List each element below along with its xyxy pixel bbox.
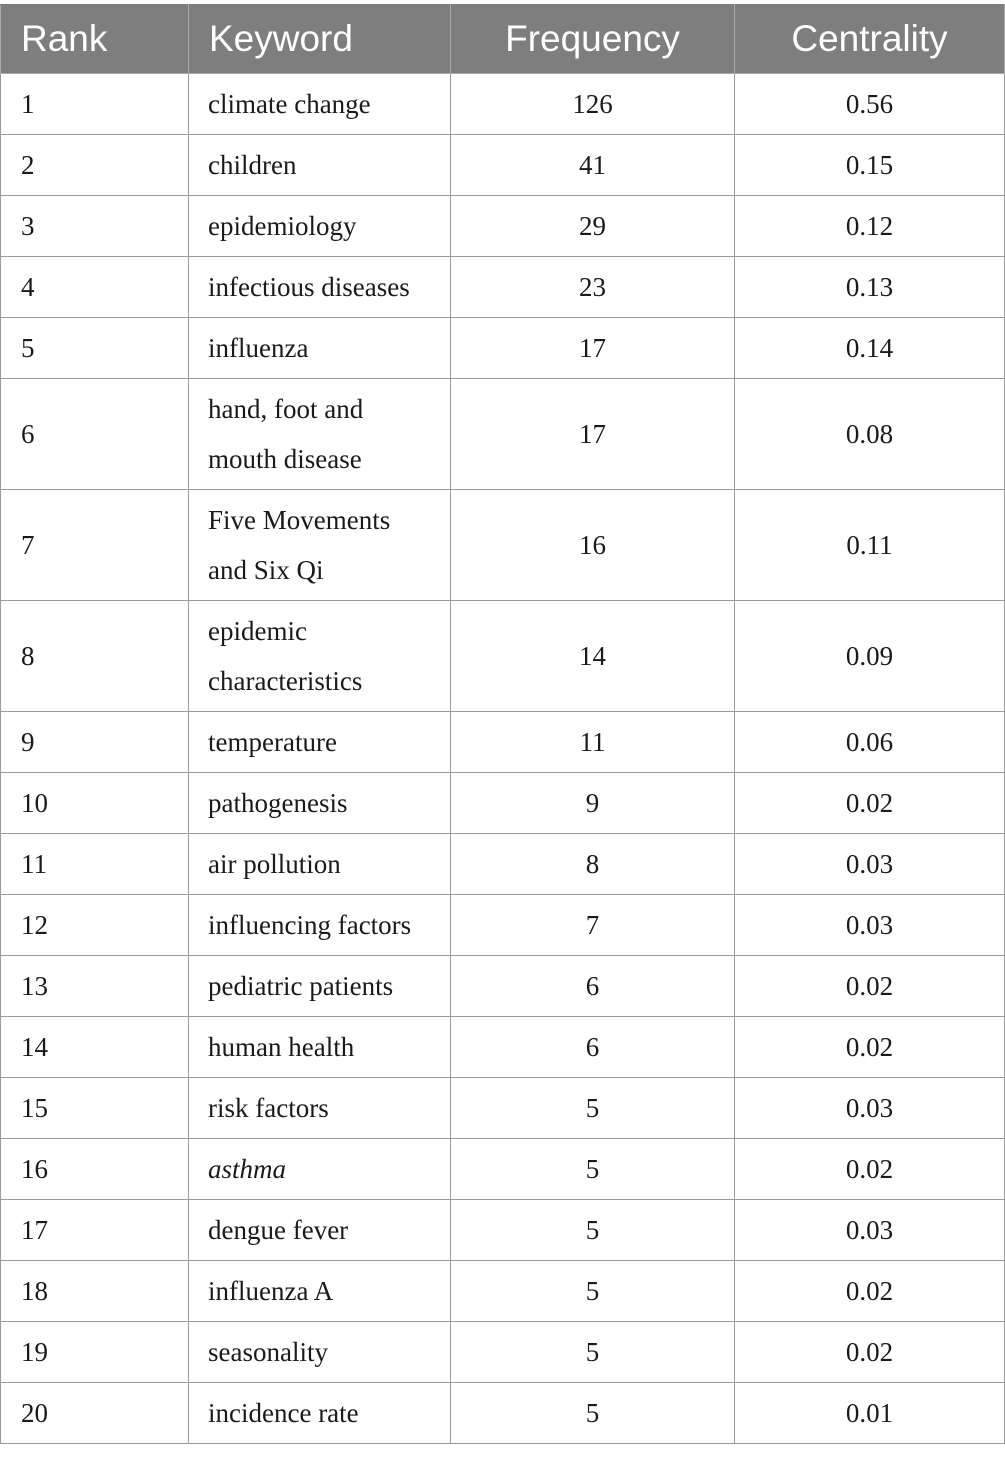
keyword-cell: hand, foot and mouth disease — [189, 379, 451, 490]
centrality-cell: 0.15 — [735, 135, 1005, 196]
frequency-cell: 14 — [451, 601, 735, 712]
table-row — [1, 1383, 1005, 1444]
centrality-cell: 0.01 — [735, 1383, 1005, 1444]
rank-cell: 7 — [1, 490, 189, 601]
keyword-cell: asthma — [189, 1139, 451, 1200]
keyword-cell: children — [189, 135, 451, 196]
centrality-cell: 0.02 — [735, 1017, 1005, 1078]
table-row — [1, 1139, 1005, 1200]
frequency-cell: 9 — [451, 773, 735, 834]
centrality-cell: 0.56 — [735, 74, 1005, 135]
rank-cell: 1 — [1, 74, 189, 135]
keyword-cell: seasonality — [189, 1322, 451, 1383]
rank-cell: 11 — [1, 834, 189, 895]
keyword-cell: influencing factors — [189, 895, 451, 956]
table-row — [1, 773, 1005, 834]
centrality-cell: 0.03 — [735, 895, 1005, 956]
rank-cell: 12 — [1, 895, 189, 956]
rank-cell: 3 — [1, 196, 189, 257]
frequency-cell: 8 — [451, 834, 735, 895]
frequency-cell: 5 — [451, 1200, 735, 1261]
table-row — [1, 257, 1005, 318]
centrality-cell: 0.13 — [735, 257, 1005, 318]
centrality-cell: 0.09 — [735, 601, 1005, 712]
frequency-cell: 17 — [451, 379, 735, 490]
keyword-cell: risk factors — [189, 1078, 451, 1139]
rank-cell: 2 — [1, 135, 189, 196]
table-row — [1, 895, 1005, 956]
table-row — [1, 379, 1005, 490]
rank-cell: 20 — [1, 1383, 189, 1444]
rank-cell: 9 — [1, 712, 189, 773]
centrality-cell: 0.12 — [735, 196, 1005, 257]
rank-cell: 10 — [1, 773, 189, 834]
centrality-cell: 0.02 — [735, 956, 1005, 1017]
table-row — [1, 1261, 1005, 1322]
rank-cell: 17 — [1, 1200, 189, 1261]
keyword-cell: climate change — [189, 74, 451, 135]
table-row — [1, 601, 1005, 712]
centrality-cell: 0.02 — [735, 1139, 1005, 1200]
table-row — [1, 135, 1005, 196]
keyword-table — [0, 4, 1005, 1444]
table-row — [1, 1322, 1005, 1383]
keyword-cell: pathogenesis — [189, 773, 451, 834]
table-row — [1, 1200, 1005, 1261]
rank-cell: 13 — [1, 956, 189, 1017]
rank-cell: 4 — [1, 257, 189, 318]
table-row — [1, 712, 1005, 773]
keyword-cell: temperature — [189, 712, 451, 773]
frequency-cell: 5 — [451, 1261, 735, 1322]
frequency-cell: 126 — [451, 74, 735, 135]
rank-cell: 6 — [1, 379, 189, 490]
frequency-cell: 5 — [451, 1139, 735, 1200]
centrality-cell: 0.08 — [735, 379, 1005, 490]
centrality-cell: 0.03 — [735, 1200, 1005, 1261]
rank-cell: 18 — [1, 1261, 189, 1322]
keyword-cell: Five Movements and Six Qi — [189, 490, 451, 601]
table-header — [1, 5, 1005, 74]
header-centrality: Centrality — [735, 5, 1005, 74]
keyword-cell: dengue fever — [189, 1200, 451, 1261]
centrality-cell: 0.02 — [735, 1322, 1005, 1383]
frequency-cell: 41 — [451, 135, 735, 196]
table-row — [1, 1017, 1005, 1078]
rank-cell: 19 — [1, 1322, 189, 1383]
centrality-cell: 0.02 — [735, 773, 1005, 834]
header-rank: Rank — [1, 5, 189, 74]
table-row — [1, 196, 1005, 257]
rank-cell: 8 — [1, 601, 189, 712]
rank-cell: 16 — [1, 1139, 189, 1200]
centrality-cell: 0.14 — [735, 318, 1005, 379]
table-row — [1, 1078, 1005, 1139]
keyword-cell: incidence rate — [189, 1383, 451, 1444]
header-frequency: Frequency — [451, 5, 735, 74]
table-body — [1, 74, 1005, 1444]
rank-cell: 5 — [1, 318, 189, 379]
table-row — [1, 318, 1005, 379]
table-row — [1, 490, 1005, 601]
rank-cell: 15 — [1, 1078, 189, 1139]
frequency-cell: 11 — [451, 712, 735, 773]
table-row — [1, 834, 1005, 895]
header-row — [1, 5, 1005, 74]
keyword-cell: human health — [189, 1017, 451, 1078]
frequency-cell: 5 — [451, 1078, 735, 1139]
frequency-cell: 6 — [451, 956, 735, 1017]
keyword-cell: epidemiology — [189, 196, 451, 257]
frequency-cell: 23 — [451, 257, 735, 318]
keyword-cell: epidemic characteristics — [189, 601, 451, 712]
header-keyword: Keyword — [189, 5, 451, 74]
frequency-cell: 5 — [451, 1383, 735, 1444]
frequency-cell: 29 — [451, 196, 735, 257]
centrality-cell: 0.03 — [735, 1078, 1005, 1139]
table-row — [1, 74, 1005, 135]
frequency-cell: 6 — [451, 1017, 735, 1078]
centrality-cell: 0.02 — [735, 1261, 1005, 1322]
keyword-cell: infectious diseases — [189, 257, 451, 318]
frequency-cell: 5 — [451, 1322, 735, 1383]
frequency-cell: 7 — [451, 895, 735, 956]
keyword-cell: influenza — [189, 318, 451, 379]
frequency-cell: 16 — [451, 490, 735, 601]
rank-cell: 14 — [1, 1017, 189, 1078]
frequency-cell: 17 — [451, 318, 735, 379]
keyword-cell: air pollution — [189, 834, 451, 895]
keyword-cell: influenza A — [189, 1261, 451, 1322]
keyword-cell: pediatric patients — [189, 956, 451, 1017]
table-row — [1, 956, 1005, 1017]
centrality-cell: 0.11 — [735, 490, 1005, 601]
centrality-cell: 0.03 — [735, 834, 1005, 895]
centrality-cell: 0.06 — [735, 712, 1005, 773]
